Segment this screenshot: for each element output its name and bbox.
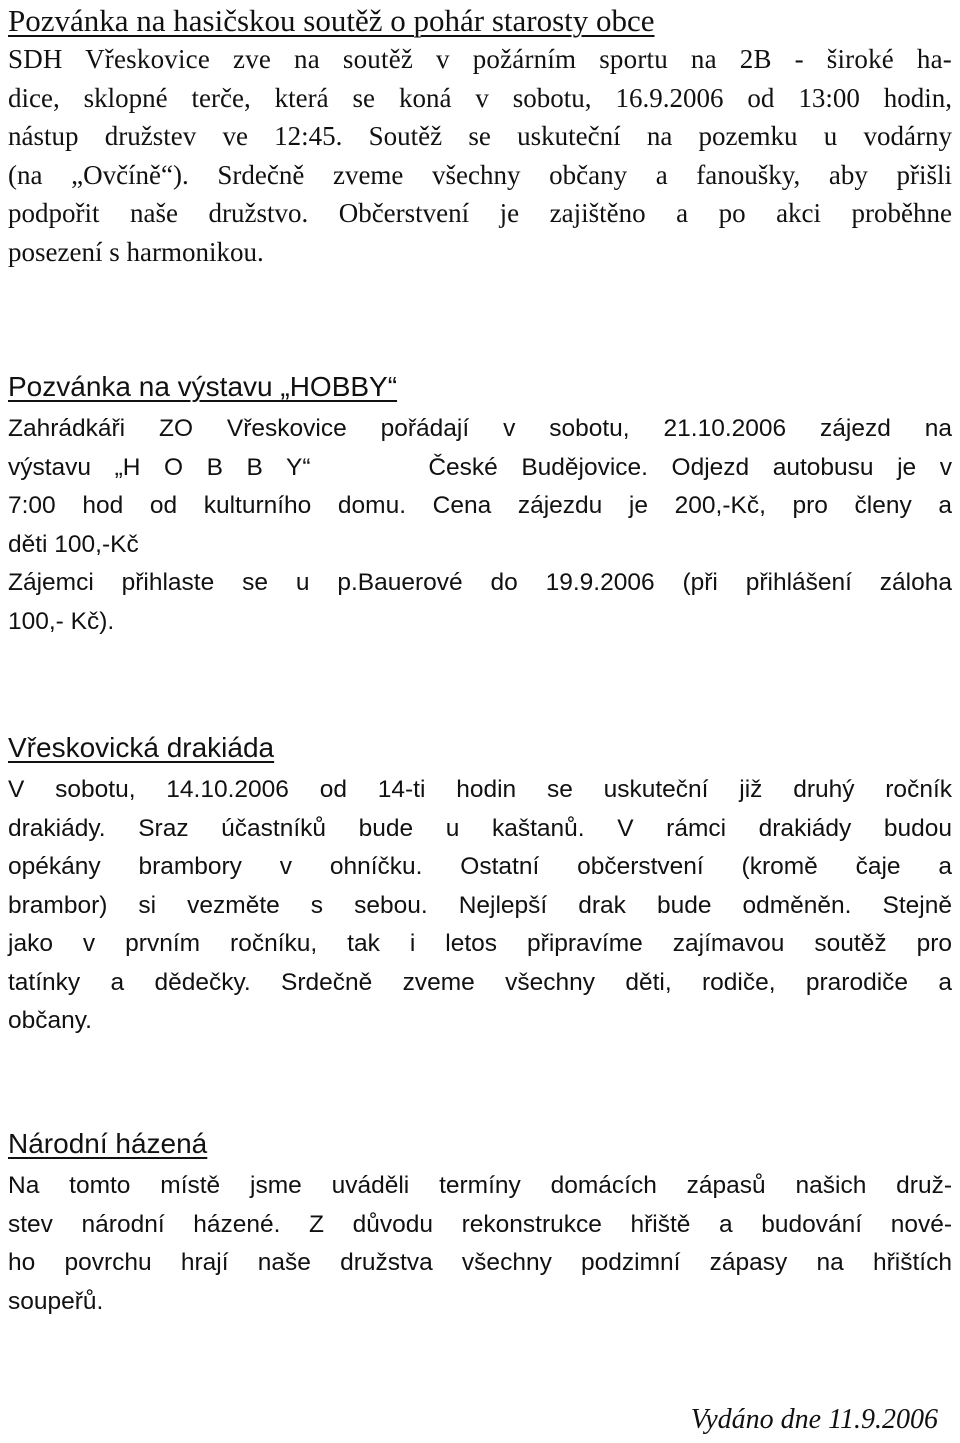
- body-line: nástup družstev ve 12:45. Soutěž se uskuteční na pozemku u vodárny: [8, 121, 952, 151]
- body-line: občany.: [8, 1007, 92, 1034]
- section-body: [8, 771, 952, 1041]
- body-line: (na „Ovčíně“). Srdečně zveme všechny občany a fanoušky, aby přišli: [8, 159, 952, 190]
- body-line: jako v prvním ročníku, tak i letos připravíme zajímavou soutěž pro: [8, 930, 952, 957]
- body-line: V sobotu, 14.10.2006 od 14-ti hodin se uskuteční již druhý ročník: [8, 776, 952, 803]
- section-heading: Pozvánka na hasičskou soutěž o pohár starosty obce: [8, 3, 655, 38]
- body-line: posezení s harmonikou.: [8, 236, 264, 267]
- body-line: soupeřů.: [8, 1287, 104, 1315]
- body-line: 100,- Kč).: [8, 607, 115, 635]
- section-fire-competition: [8, 2, 952, 271]
- section-body: [8, 410, 952, 641]
- body-line: výstavu „H O B B Y“ České Budějovice. Odjezd autobusu je v: [8, 453, 952, 481]
- body-line: dice, sklopné terče, která se koná v sobotu, 16.9.2006 od 13:00 hodin,: [8, 82, 952, 113]
- body-line: Zahrádkáři ZO Vřeskovice pořádají v sobotu, 21.10.2006 zájezd na: [8, 415, 952, 442]
- section-body: [8, 40, 952, 271]
- body-line: SDH Vřeskovice zve na soutěž v požárním sportu na 2B - široké ha-: [8, 44, 952, 74]
- section-heading: Vřeskovická drakiáda: [8, 732, 275, 763]
- body-line: ho povrchu hrají naše družstva všechny podzimní zápasy na hřištích: [8, 1249, 952, 1276]
- body-line: drakiády. Sraz účastníků bude u kaštanů. V rámci drakiády budou: [8, 814, 952, 842]
- section-heading: Národní házená: [8, 1128, 208, 1159]
- body-line: stev národní házené. Z důvodu rekonstrukce hřiště a budování nové-: [8, 1210, 952, 1238]
- body-line: brambor) si vezměte s sebou. Nejlepší drak bude odměněn. Stejně: [8, 891, 952, 919]
- section-kite-festival: [8, 729, 952, 1041]
- section-heading: Pozvánka na výstavu „HOBBY“: [8, 371, 398, 402]
- body-line: 7:00 hod od kulturního domu. Cena zájezdu je 200,-Kč, pro členy a: [8, 492, 952, 519]
- body-line: opékány brambory v ohníčku. Ostatní občerstvení (kromě čaje a: [8, 853, 952, 880]
- body-line: podpořit naše družstvo. Občerstvení je zajištěno a po akci proběhne: [8, 198, 952, 228]
- section-body: [8, 1167, 952, 1321]
- section-national-handball: [8, 1125, 952, 1321]
- body-line: děti 100,-Kč: [8, 530, 139, 558]
- issue-date: Vydáno dne 11.9.2006: [690, 1404, 938, 1435]
- body-line: Zájemci přihlaste se u p.Bauerové do 19.9.2006 (při přihlášení záloha: [8, 569, 952, 596]
- body-line: Na tomto místě jsme uváděli termíny domácích zápasů našich druž-: [8, 1172, 952, 1199]
- section-hobby-exhibition: [8, 368, 952, 641]
- body-line: tatínky a dědečky. Srdečně zveme všechny děti, rodiče, prarodiče a: [8, 968, 952, 996]
